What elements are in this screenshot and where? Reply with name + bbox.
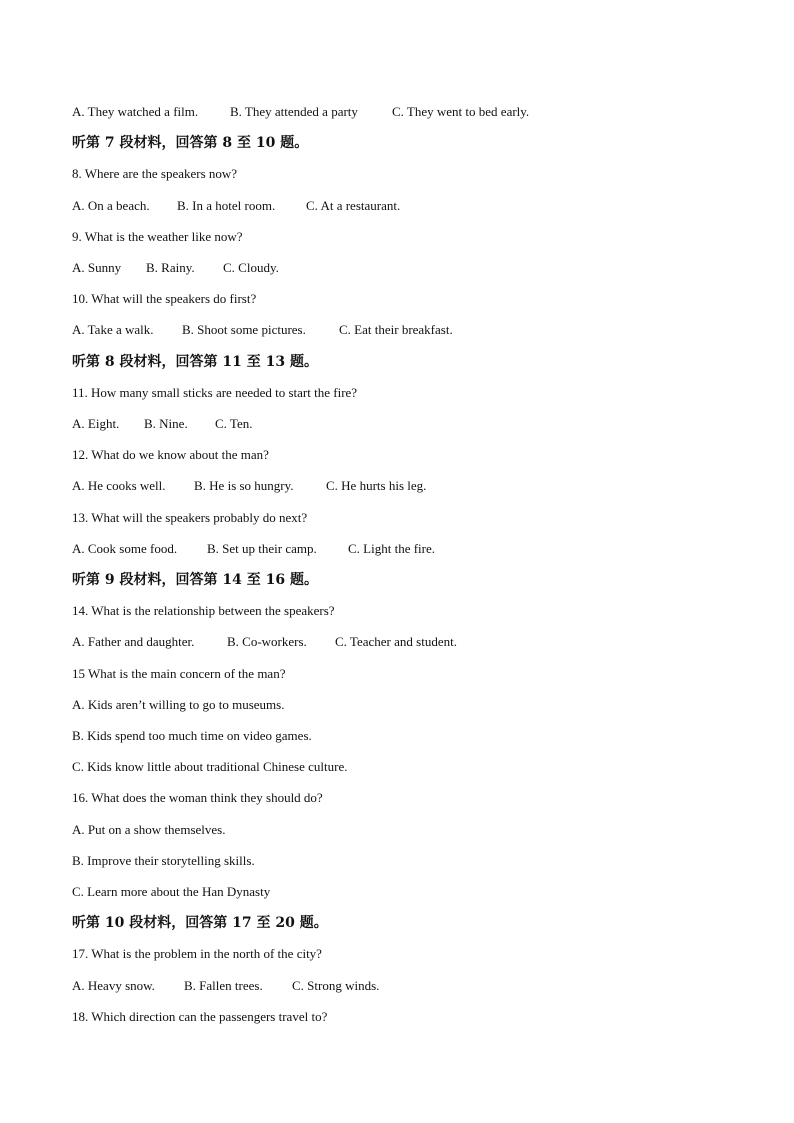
question-text: 17. What is the problem in the north of the city? xyxy=(72,946,322,962)
answer-option: C. They went to bed early. xyxy=(392,104,530,119)
answer-option: A. Take a walk. xyxy=(72,322,154,338)
section-heading: 听第 9 段材料，回答第 14 至 16 题。 xyxy=(72,572,318,588)
question-text: 10. What will the speakers do first? xyxy=(72,291,257,307)
answer-option: A. On a beach. xyxy=(72,197,150,213)
question-text: 14. What is the relationship between the speakers? xyxy=(72,603,335,619)
section-heading: 听第 7 段材料，回答第 8 至 10 题。 xyxy=(72,135,309,152)
question-text: A. Kids aren’t willing to go to museums. xyxy=(72,696,285,712)
answer-option: A. Cook some food. xyxy=(72,540,178,556)
question-text: B. Improve their storytelling skills. xyxy=(72,852,255,868)
answer-option: B. They attended a party xyxy=(230,104,358,119)
section-heading: 听第 8 段材料，回答第 11 至 13 题。 xyxy=(72,353,318,370)
question-text: B. Kids spend too much time on video games. xyxy=(72,728,312,743)
answer-option: A. Father and daughter. xyxy=(72,634,195,650)
question-text: C. Learn more about the Han Dynasty xyxy=(72,884,271,899)
answer-option: B. Fallen trees. xyxy=(184,977,263,993)
question-text: 8. Where are the speakers now? xyxy=(72,166,238,182)
answer-option: A. Sunny xyxy=(72,260,122,275)
answer-option: B. In a hotel room. xyxy=(177,197,276,213)
answer-option: C. Strong winds. xyxy=(292,977,380,993)
answer-option: C. Teacher and student. xyxy=(335,634,457,650)
question-text: A. Put on a show themselves. xyxy=(72,821,226,837)
answer-option: C. He hurts his leg. xyxy=(326,478,427,494)
question-text: 16. What does the woman think they should do? xyxy=(72,790,323,806)
answer-option: B. Rainy. xyxy=(146,260,195,275)
question-text: 12. What do we know about the man? xyxy=(72,447,269,463)
answer-option: B. He is so hungry. xyxy=(194,478,294,494)
question-text: 15 What is the main concern of the man? xyxy=(72,665,286,681)
answer-option: A. They watched a film. xyxy=(72,104,199,119)
answer-option: A. Eight. xyxy=(72,416,120,431)
answer-option: C. At a restaurant. xyxy=(306,197,401,213)
answer-option: B. Shoot some pictures. xyxy=(182,322,306,338)
question-text: 11. How many small sticks are needed to start the fire? xyxy=(72,384,358,400)
question-text: 9. What is the weather like now? xyxy=(72,228,243,244)
question-text: 13. What will the speakers probably do next? xyxy=(72,509,308,525)
answer-option: A. Heavy snow. xyxy=(72,977,155,993)
answer-option: A. He cooks well. xyxy=(72,478,166,494)
question-text: C. Kids know little about traditional Chinese culture. xyxy=(72,759,348,775)
section-heading: 听第 10 段材料，回答第 17 至 20 题。 xyxy=(72,915,328,932)
answer-option: C. Ten. xyxy=(215,416,253,431)
answer-option: B. Co-workers. xyxy=(227,634,307,650)
answer-option: B. Set up their camp. xyxy=(207,540,317,556)
answer-option: C. Eat their breakfast. xyxy=(339,322,453,338)
question-text: 18. Which direction can the passengers travel to? xyxy=(72,1008,328,1024)
answer-option: C. Light the fire. xyxy=(348,540,436,556)
answer-option: B. Nine. xyxy=(144,416,188,431)
answer-option: C. Cloudy. xyxy=(223,260,279,275)
